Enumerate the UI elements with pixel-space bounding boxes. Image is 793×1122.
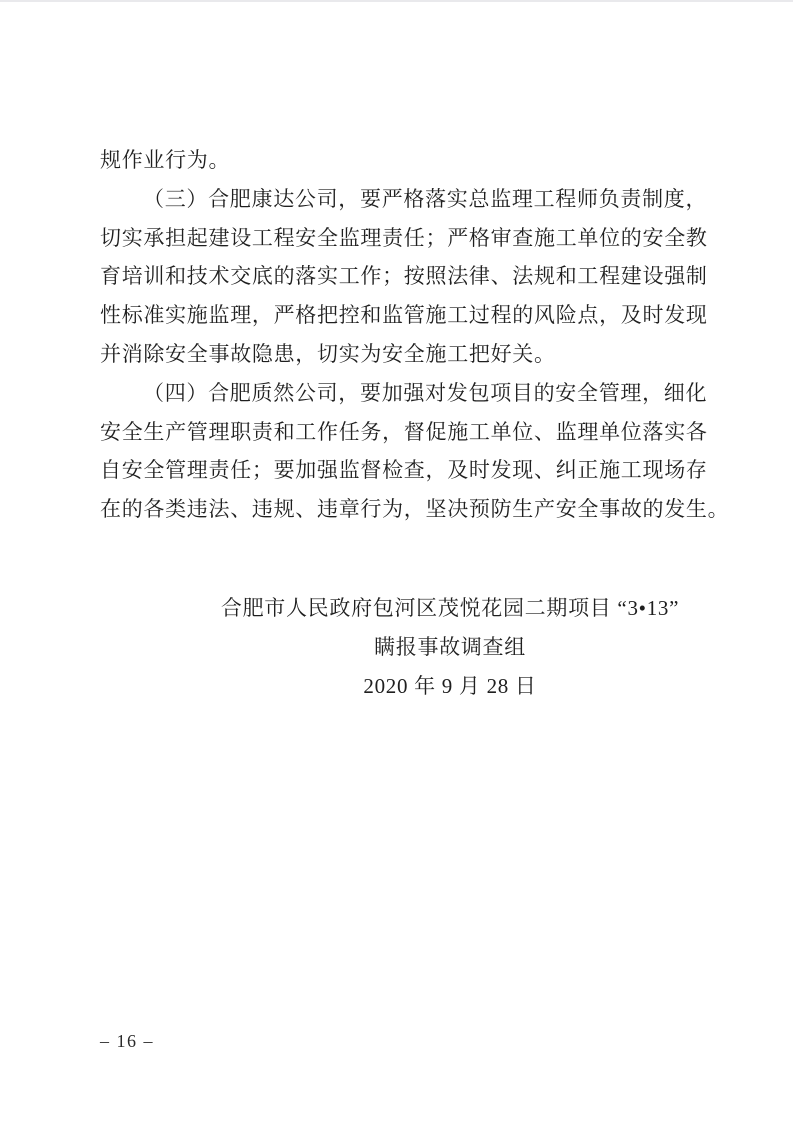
body-line: 育培训和技术交底的落实工作；按照法律、法规和工程建设强制 bbox=[100, 264, 708, 289]
signature-block bbox=[150, 589, 750, 705]
body-line: 在的各类违法、违规、违章行为，坚决预防生产安全事故的发生。 bbox=[100, 497, 730, 522]
signature-org-line-2: 瞒报事故调查组 bbox=[374, 634, 526, 659]
body-line: 规作业行为。 bbox=[100, 148, 231, 172]
body-line-paragraph-3-start: （三）合肥康达公司，要严格落实总监理工程师负责制度， bbox=[143, 186, 708, 211]
body-line: 自安全管理责任；要加强监督检查，及时发现、纠正施工现场存 bbox=[100, 458, 708, 483]
signature-date: 2020 年 9 月 28 日 bbox=[363, 673, 537, 698]
body-line: 安全生产管理职责和工作任务，督促施工单位、监理单位落实各 bbox=[100, 419, 708, 444]
body-line-paragraph-4-start: （四）合肥质然公司，要加强对发包项目的安全管理，细化 bbox=[143, 380, 708, 405]
signature-org-line-1: 合肥市人民政府包河区茂悦花园二期项目 “3•13” bbox=[220, 596, 680, 620]
body-line: 切实承担起建设工程安全监理责任；严格审查施工单位的安全教 bbox=[100, 225, 708, 250]
body-line: 并消除安全事故隐患，切实为安全施工把好关。 bbox=[100, 341, 556, 366]
body-text bbox=[100, 141, 730, 529]
page-number: – 16 – bbox=[100, 1031, 154, 1051]
body-line: 性标准实施监理，严格把控和监管施工过程的风险点，及时发现 bbox=[100, 303, 708, 328]
scan-top-edge bbox=[0, 0, 793, 2]
